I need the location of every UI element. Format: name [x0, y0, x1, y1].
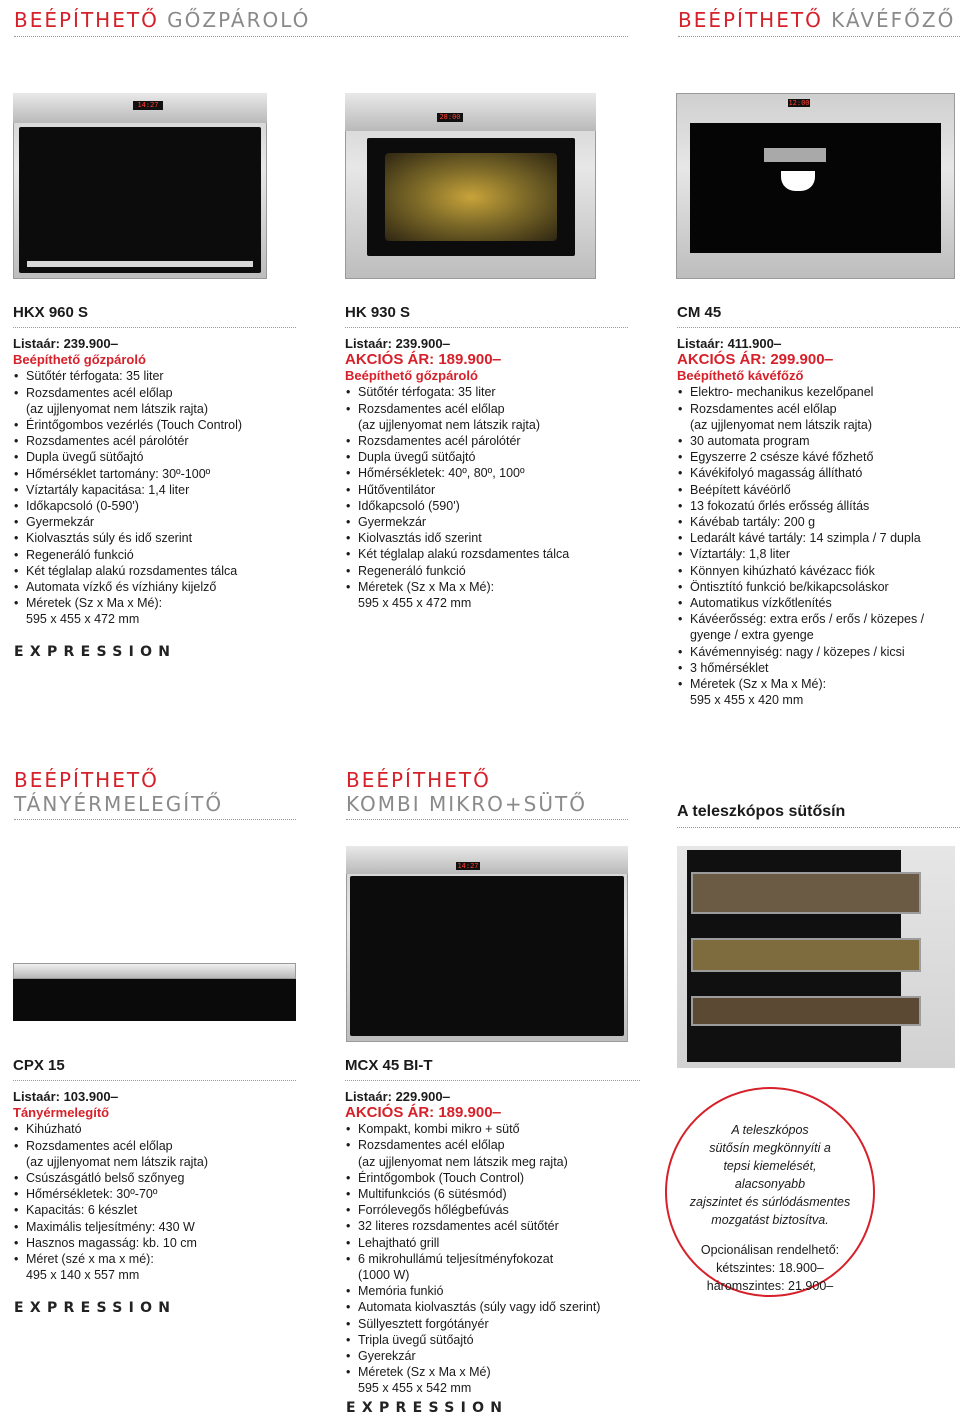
oven-display: 14:27	[133, 101, 163, 110]
sale-price: AKCIÓS ÁR: 189.900‒	[345, 351, 501, 369]
baking-tray	[691, 872, 921, 914]
product-cm-45	[677, 304, 960, 708]
divider	[677, 827, 960, 828]
divider	[14, 819, 296, 820]
list-price: Listaár: 239.900‒	[13, 336, 118, 351]
expression-logo: EXPRESSION	[14, 1300, 177, 1316]
model-name: HK 930 S	[345, 304, 628, 328]
category: Beépíthető kávéfőző	[677, 368, 804, 384]
list-price: Listaár: 411.900‒	[677, 336, 782, 351]
cpx-15-image	[13, 963, 296, 1021]
telescopic-rail-image	[677, 846, 955, 1068]
oven-display: 14:27	[457, 862, 479, 870]
handle	[27, 261, 253, 267]
heading-coffee-machine: BEÉPÍTHETŐ KÁVÉFŐZŐ	[678, 8, 956, 32]
coffee-spout	[764, 148, 826, 162]
divider	[678, 36, 960, 37]
feature-list: • Kompakt, kombi mikro + sütő • Rozsdamentes acél előlap (az ujjlenyomat nem látszik meg rajta) • Érintőgombok (Touch Control) • Multifunkciós (6 sütésmód) • Forrólevegős hőlégbefúvás • 32 literes rozsdamentes acél sütőtér • Lehajtható grill • 6 mikrohullámú teljesítményfokozat (1000 W) • Memória funkió • Automata kiolvasztás (súly vagy idő szerint) • Süllyesztett forgótányér • Tripla üvegű sütőajtó • Gyerekzár • Méretek (Sz x Ma x Mé) 595 x 455 x 542 mm	[345, 1121, 640, 1396]
oven-display: 28:00	[437, 113, 463, 122]
sale-price: AKCIÓS ÁR: 299.900‒	[677, 351, 833, 369]
expression-logo: EXPRESSION	[346, 1400, 509, 1416]
hk-930-s-image	[345, 93, 596, 279]
heading-telescopic-rail: A teleszkópos sütősín	[677, 803, 846, 820]
feature-list: • Sütőtér térfogata: 35 liter • Rozsdamentes acél előlap (az ujjlenyomat nem látszik rajta) • Rozsdamentes acél párolótér • Dupla üvegű sütőajtó • Hőmérsékletek: 40º, 80º, 100º • Hűtőventilátor • Időkapcsoló (590') • Gyermekzár • Kiolvasztás idő szerint • Két téglalap alakú rozsdamentes tálca • Regeneráló funkció • Méretek (Sz x Ma x Mé): 595 x 455 x 472 mm	[345, 384, 628, 611]
sale-price: AKCIÓS ÁR: 189.900‒	[345, 1104, 501, 1122]
category: Tányérmelegítő	[13, 1105, 110, 1121]
mcx-45-bi-t-image	[346, 846, 628, 1042]
optional-order-info: Opcionálisan rendelhető: kétszintes: 18.900‒ háromszintes: 21.900‒	[700, 1243, 840, 1293]
list-price: Listaár: 229.900‒	[345, 1089, 450, 1104]
model-name: CPX 15	[13, 1057, 296, 1081]
model-name: MCX 45 BI-T	[345, 1057, 640, 1081]
oven-interior	[385, 153, 557, 241]
baking-tray	[691, 996, 921, 1026]
divider	[346, 819, 628, 820]
product-cpx-15	[13, 1057, 296, 1283]
list-price: Listaár: 239.900‒	[345, 336, 450, 351]
model-name: CM 45	[677, 304, 960, 328]
baking-tray	[691, 938, 921, 972]
heading-steam-oven: BEÉPÍTHETŐ GŐZPÁROLÓ	[14, 8, 311, 32]
heading-combi-microwave: BEÉPÍTHETŐ KOMBI MIKRO+SÜTŐ	[346, 768, 587, 816]
feature-list: • Elektro- mechanikus kezelőpanel • Rozsdamentes acél előlap (az ujjlenyomat nem látszik rajta) • 30 automata program • Egyszerre 2 csésze kávé főzhető • Kávékifolyó magasság állítható • Beépített kávéörlő • 13 fokozatú őrlés erősség állítás • Kávébab tartály: 200 g • Ledarált kávé tartály: 14 szimpla / 7 dupla • Víztartály: 1,8 liter • Könnyen kihúzható kávézacc fiók • Öntisztító funkció be/kikapcsoláskor • Automatikus vízkőtlenítés • Kávéerősség: extra erős / erős / közepes / gyenge / extra gyenge • Kávémennyiség: nagy / közepes / kicsi • 3 hőmérséklet • Méretek (Sz x Ma x Mé): 595 x 455 x 420 mm	[677, 384, 960, 708]
divider	[14, 36, 628, 37]
category: Beépíthető gőzpároló	[13, 352, 146, 368]
model-name: HKX 960 S	[13, 304, 296, 328]
expression-logo: EXPRESSION	[14, 644, 177, 660]
product-mcx-45-bi-t	[345, 1057, 640, 1397]
category: Beépíthető gőzpároló	[345, 368, 478, 384]
product-hkx-960-s	[13, 304, 296, 628]
product-hk-930-s	[345, 304, 628, 611]
coffee-display: 12:00	[788, 99, 810, 107]
feature-list: • Sütőtér térfogata: 35 liter • Rozsdamentes acél előlap (az ujjlenyomat nem látszik rajta) • Érintőgombos vezérlés (Touch Control) • Rozsdamentes acél párolótér • Dupla üvegű sütőajtó • Hőmérséklet tartomány: 30º-100º • Víztartály kapacitása: 1,4 liter • Időkapcsoló (0-590') • Gyermekzár • Kiolvasztás súly és idő szerint • Regeneráló funkció • Két téglalap alakú rozsdamentes tálca • Automata vízkő és vízhiány kijelző • Méretek (Sz x Ma x Mé): 595 x 455 x 472 mm	[13, 368, 296, 627]
cm-45-image	[676, 93, 955, 279]
telescopic-rail-callout: A teleszkópos sütősín megkönnyíti a tepsi kiemelését, alacsonyabb zajszintet és súrlódásmentes mozgatást biztosítva. Opcionálisan rendelhető: kétszintes: 18.900‒ háromszintes: 21.900‒	[665, 1087, 875, 1297]
feature-list: • Kihúzható • Rozsdamentes acél előlap (az ujjlenyomat nem látszik rajta) • Csúszásgátló belső szőnyeg • Hőmérsékletek: 30º-70º • Kapacitás: 6 készlet • Maximális teljesítmény: 430 W • Hasznos magasság: kb. 10 cm • Méret (szé x ma x mé): 495 x 140 x 557 mm	[13, 1121, 296, 1283]
list-price: Listaár: 103.900‒	[13, 1089, 118, 1104]
hkx-960-s-image	[13, 93, 267, 279]
heading-plate-warmer: BEÉPÍTHETŐ TÁNYÉRMELEGÍTŐ	[14, 768, 224, 816]
